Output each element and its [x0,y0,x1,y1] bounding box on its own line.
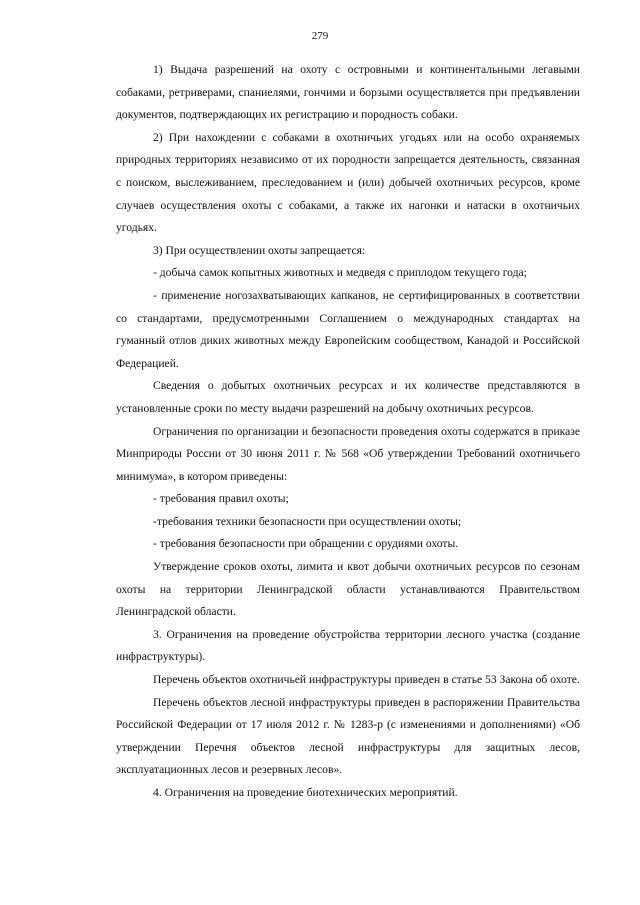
section-heading: 4. Ограничения на проведение биотехнических мероприятий. [153,786,458,799]
document-body [116,59,580,805]
paragraph: 2) При нахождении с собаками в охотничьих угодьях или на особо охраняемых природных территориях независимо от их породности запрещается деятельность, связанная с поиском, выслеживанием, преследованием и (или) добычей охотничьих ресурсов, кроме случаев осуществления охоты с собаками, а также их нагонки и натаски в охотничьих угодьях. [116,130,580,235]
list-item: - добыча самок копытных животных и медведя с приплодом текущего года; [153,266,527,280]
list-item: - применение ногозахватывающих капканов, не сертифицированных в соответствии со стандартами, предусмотренными Соглашением о международных стандартах на гуманный отлов диких животных между Европейским сообществом, Канадой и Российской Федерацией. [116,288,580,370]
paragraph: 3) При осуществлении охоты запрещается: [153,243,366,257]
paragraph: Ограничения по организации и безопасности проведения охоты содержатся в приказе Минприроды России от 30 июня 2011 г. № 568 «Об утверждении Требований охотничьего минимума», в котором приведены: [116,424,580,483]
paragraph: Перечень объектов охотничьей инфраструктуры приведен в статье 53 Закона об охоте. [153,673,580,687]
paragraph: Сведения о добытых охотничьих ресурсах и их количестве представляются в установленные сроки по месту выдачи разрешений на добычу охотничьих ресурсов. [116,379,580,415]
list-item: - требования правил охоты; [153,492,289,506]
paragraph: 1) Выдача разрешений на охоту с островными и континентальными легавыми собаками, ретриверами, спаниелями, гончими и борзыми осуществляется при предъявлении документов, подтверждающих их регистрацию и породность собаки. [116,63,580,122]
list-item: -требования техники безопасности при осуществлении охоты; [153,514,462,528]
list-item: - требования безопасности при обращении с орудиями охоты. [153,537,459,551]
paragraph: Перечень объектов лесной инфраструктуры приведен в распоряжении Правительства Российской Федерации от 17 июля 2012 г. № 1283-р (с изменениями и дополнениями) «Об утверждении Перечня объектов лесной инфраструктуры для защитных лесов, эксплуатационных лесов и резервных лесов». [116,695,580,777]
page-number: 279 [311,30,329,42]
paragraph: Утверждение сроков охоты, лимита и квот добычи охотничьих ресурсов по сезонам охоты на территории Ленинградской области устанавливаются Правительством Ленинградской области. [116,560,580,619]
section-heading: 3. Ограничения на проведение обустройства территории лесного участка (создание инфраструктуры). [116,627,580,664]
